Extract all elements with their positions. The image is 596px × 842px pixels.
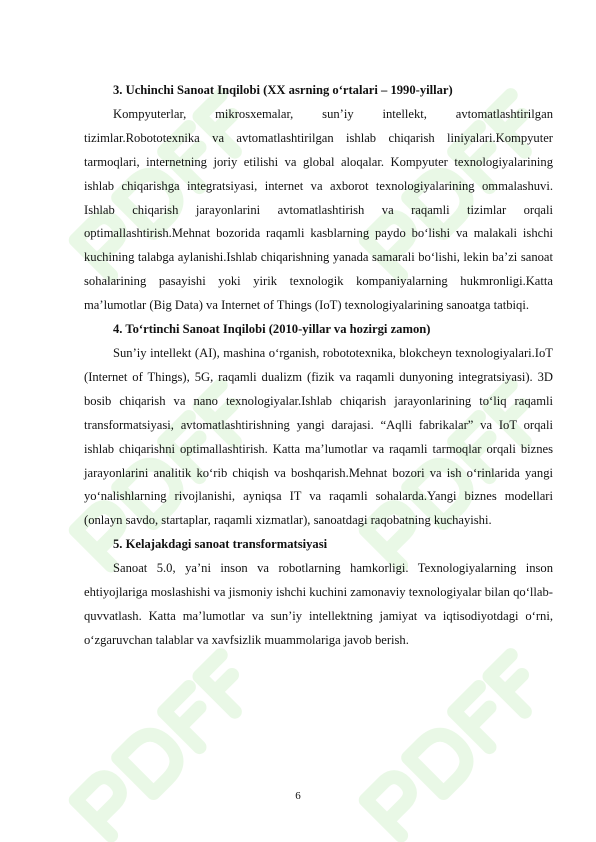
pdf-watermark-icon bbox=[76, 655, 256, 835]
section-3-heading: 3. Uchinchi Sanoat Inqilobi (XX asrning o‘rtalari – 1990-yillar) bbox=[113, 83, 453, 97]
page-body bbox=[84, 79, 553, 653]
section-3-paragraph: Kompyuterlar, mikrosxemalar, sun’iy intellekt, avtomatlashtirilgan tizimlar.Robototexnika va avtomatlashtirilgan ishlab chiqarish liniyalari.Kompyuter tarmoqlari, internetning joriy etilishi va global aloqalar. Kompyuter texnologiyalarining ishlab chiqarishga integratsiyasi, internet va axborot texnologiyalarining ommalashuvi. Ishlab chiqarish jarayonlarini avtomatlashtirish va raqamli tizimlar orqali optimallashtirish.Mehnat bozorida raqamli kasblarning paydo bo‘lishi va malakali ishchi kuchining talabga aylanishi.Ishlab chiqarishning yanada samarali bo‘lishi, lekin ba’zi sanoat sohalarining pasayishi yoki yirik texnologik kompaniyalarning hukmronligi.Katta ma’lumotlar (Big Data) va Internet of Things (IoT) texnologiyalarining sanoatga tatbiqi. bbox=[84, 106, 553, 313]
section-5-heading: 5. Kelajakdagi sanoat transformatsiyasi bbox=[113, 537, 328, 552]
pdf-watermark-icon bbox=[366, 655, 546, 835]
section-4-paragraph: Sun’iy intellekt (AI), mashina o‘rganish, robototexnika, blokcheyn texnologiyalari.IoT (Internet of Things), 5G, raqamli dualizm (fizik va raqamli dunyoning integratsiyasi). 3D bosib chiqarish va nano texnologiyalar.Ishlab chiqarish jarayonlarining to‘liq raqamli transformatsiyasi, avtomatlashtirishning yangi darajasi. “Aqlli fabrikalar” va IoT orqali ishlab chiqarishni optimallashtirish. Katta ma’lumotlar va raqamli tarmoqlar orqali biznes jarayonlarini analitik ko‘rib chiqish va boshqarish.Mehnat bozori va ish o‘rinlarida yangi yo‘nalishlarning rivojlanishi, ayniqsa IT va raqamli sohalarda.Yangi biznes modellari (onlayn savdo, startaplar, raqamli xizmatlar), sanoatdagi raqobatning kuchayishi. bbox=[84, 345, 553, 528]
page-number: 6 bbox=[295, 790, 301, 802]
section-4-heading: 4. To‘rtinchi Sanoat Inqilobi (2010-yillar va hozirgi zamon) bbox=[113, 322, 431, 337]
section-5-paragraph: Sanoat 5.0, ya’ni inson va robotlarning hamkorligi. Texnologiyalarning inson ehtiyojlariga moslashishi va jismoniy ishchi kuchini zamonaviy texnologiyalar bilan qo‘llab-quvvatlash. Katta ma’lumotlar va sun’iy intellektning jamiyat va iqtisodiyotdagi o‘rni, o‘zgaruvchan talablar va xavfsizlik muammolariga javob berish. bbox=[84, 561, 553, 647]
